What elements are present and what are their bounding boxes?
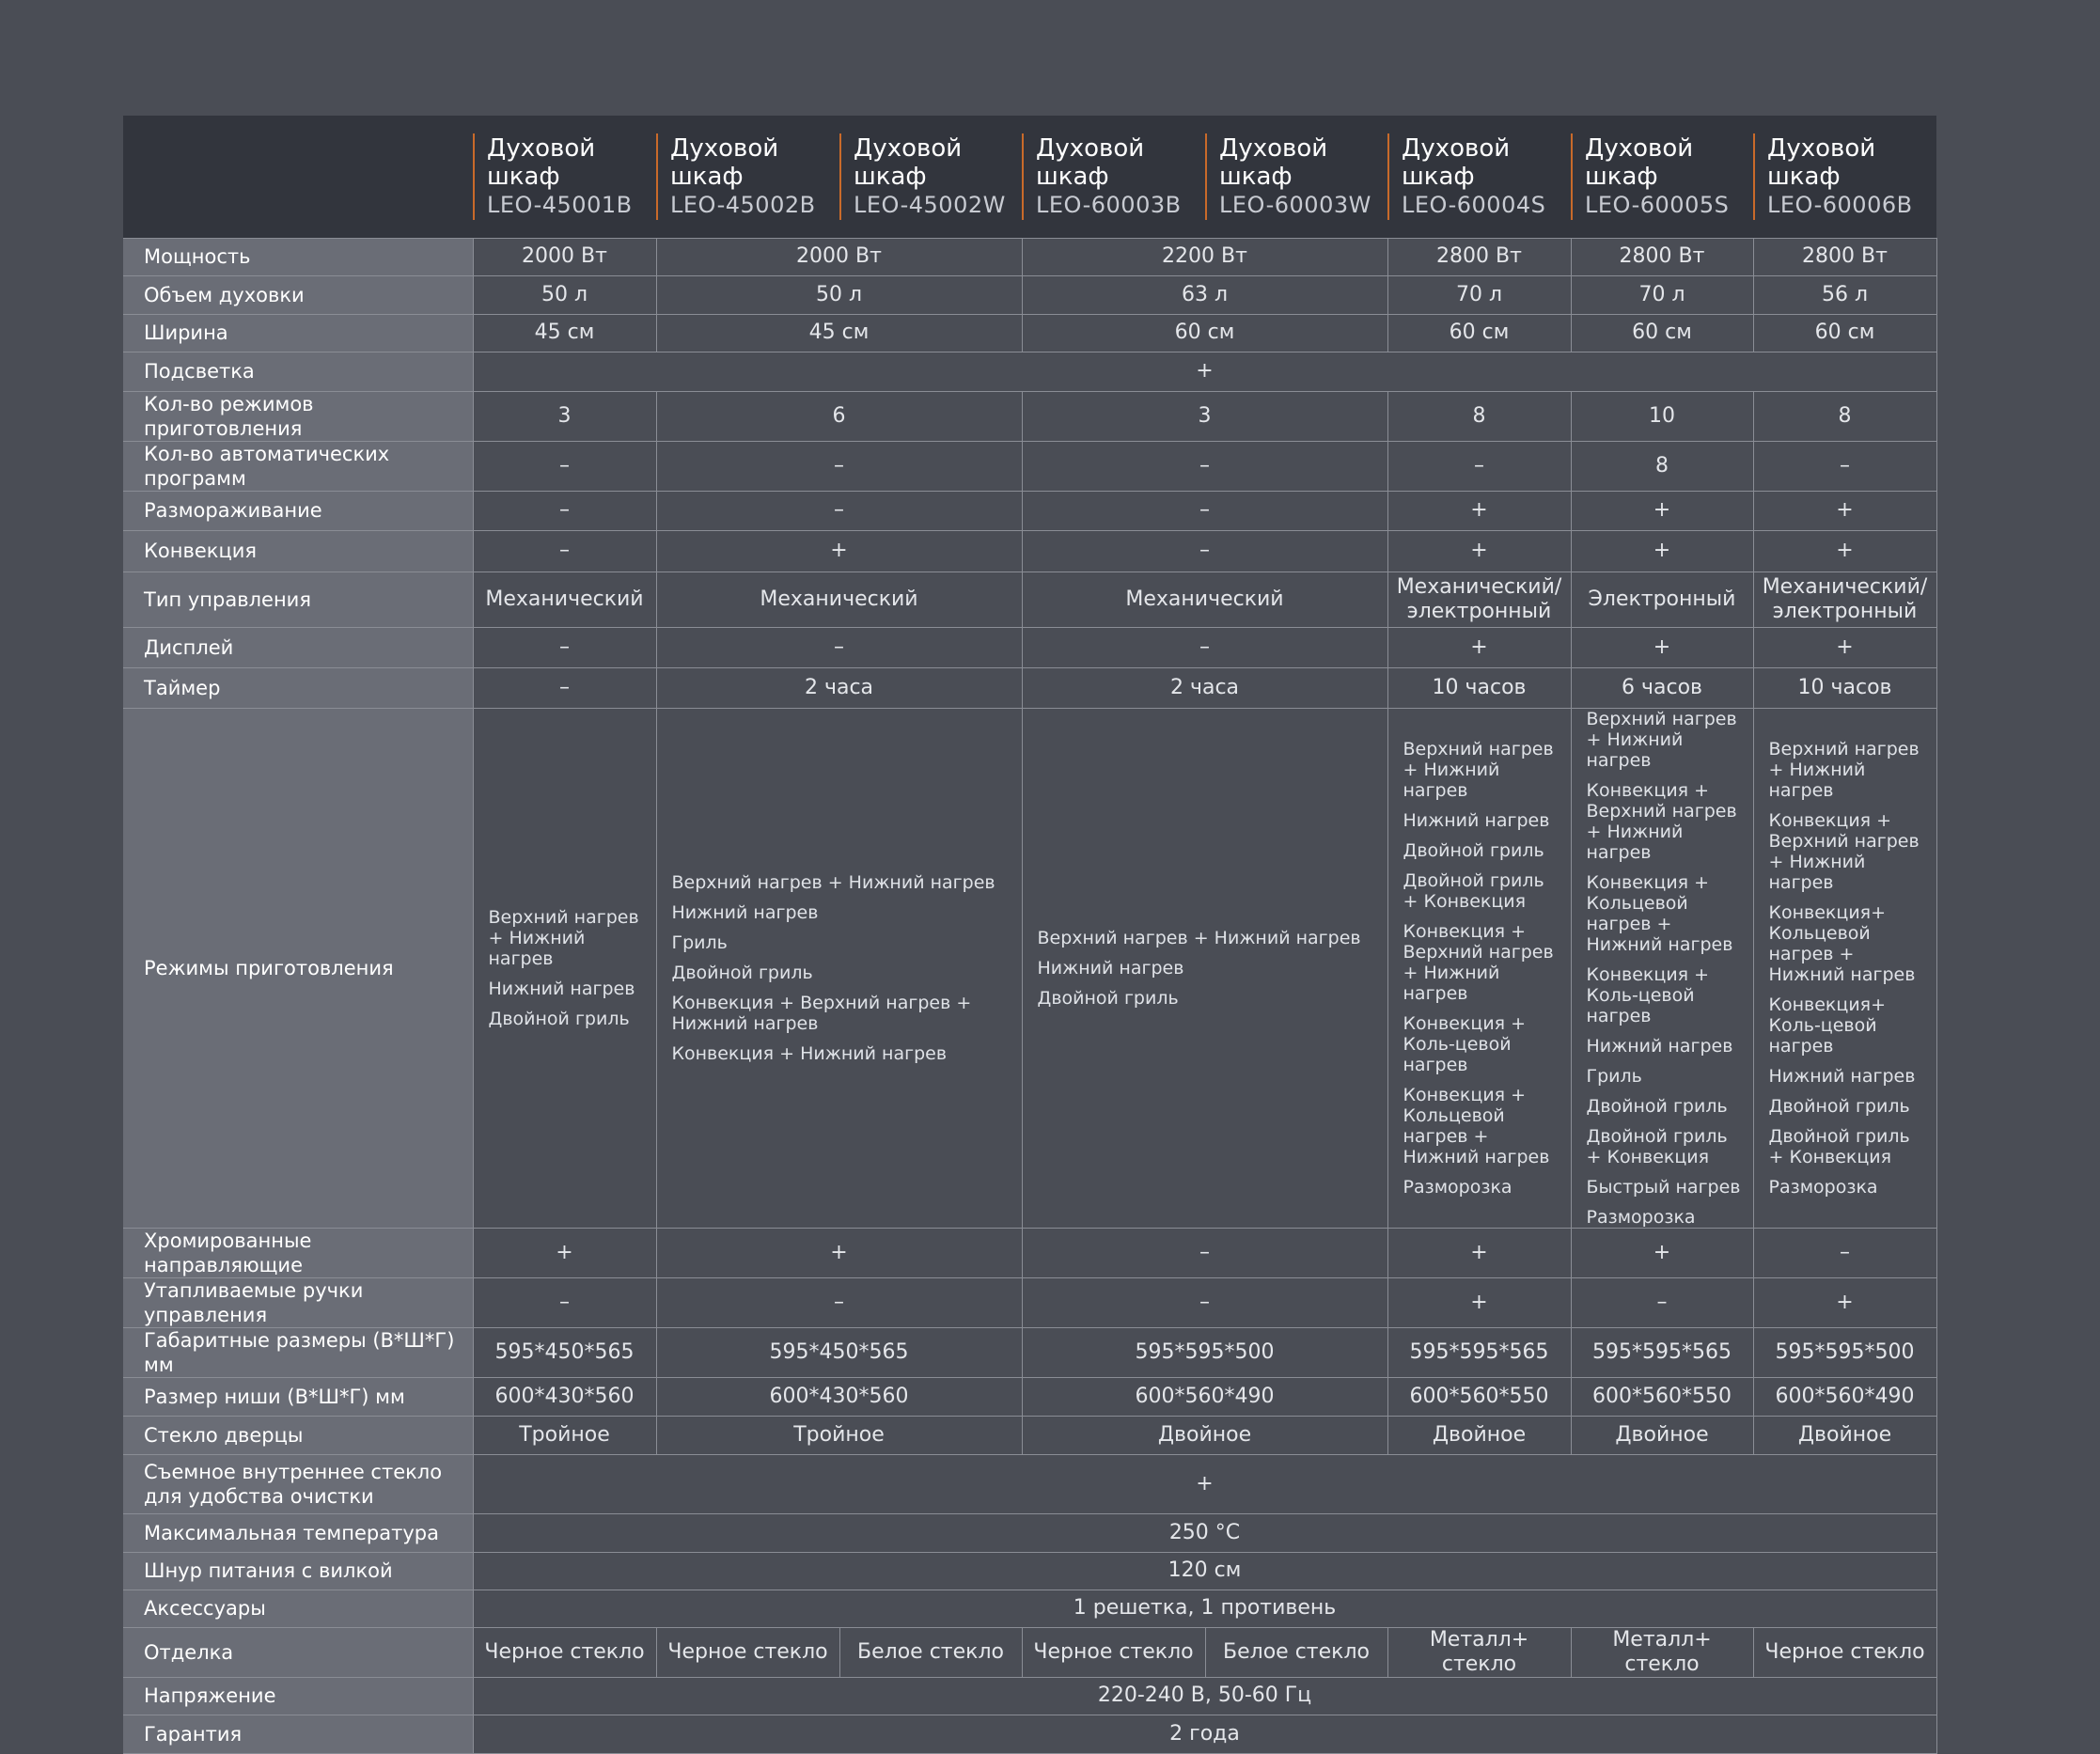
- model-header: [473, 116, 656, 238]
- mode-item: Конвекция + Верхний нагрев + Нижний нагрев: [671, 992, 972, 1034]
- cell-value: 250 °С: [473, 1513, 1936, 1552]
- model-code: LEO-60003B: [1036, 191, 1182, 218]
- cell-value: –: [1022, 1277, 1387, 1327]
- modes-list: [672, 872, 1012, 1064]
- model-title: Духовой шкаф: [1767, 133, 1876, 191]
- row-modes-count: [123, 391, 1936, 441]
- row-label: Размораживание: [123, 491, 473, 530]
- model-header: [1205, 116, 1387, 238]
- row-light: [123, 352, 1936, 391]
- model-header: [1387, 116, 1571, 238]
- model-title: Духовой шкаф: [1585, 133, 1694, 191]
- cell-value: Черное стекло: [473, 1627, 656, 1677]
- row-label: Режимы приготовления: [123, 708, 473, 1228]
- cell-value: Белое стекло: [839, 1627, 1022, 1677]
- cell-value: Электронный: [1571, 572, 1753, 627]
- mode-item: Двойной гриль: [1037, 987, 1179, 1009]
- cell-value: 2 года: [473, 1715, 1936, 1753]
- cell-value: 600*560*490: [1753, 1377, 1936, 1416]
- model-title: Духовой шкаф: [1036, 133, 1145, 191]
- cell-value: –: [473, 530, 656, 572]
- model-code: LEO-60006B: [1767, 191, 1913, 218]
- cell-value: –: [473, 441, 656, 491]
- cell-value: +: [1387, 491, 1571, 530]
- cell-value: +: [1571, 1228, 1753, 1277]
- cell-value: 50 л: [656, 275, 1022, 314]
- cell-value: 595*450*565: [656, 1327, 1022, 1377]
- mode-item: Двойной гриль + Конвекция: [1768, 1125, 1910, 1167]
- cell-value: 120 см: [473, 1552, 1936, 1590]
- header-separator: [656, 133, 658, 220]
- row-label: Отделка: [123, 1627, 473, 1677]
- header-separator: [1387, 133, 1389, 220]
- cell-value: 3: [473, 391, 656, 441]
- mode-item: Конвекция+ Коль-цевой нагрев: [1768, 994, 1887, 1057]
- mode-item: Разморозка: [1403, 1176, 1512, 1198]
- cell-value: 595*595*565: [1387, 1327, 1571, 1377]
- row-label: Утапливаемые ручки управления: [123, 1277, 473, 1327]
- header-separator: [839, 133, 841, 220]
- cell-value: 2000 Вт: [473, 238, 656, 275]
- cell-value: 56 л: [1753, 275, 1936, 314]
- mode-item: Двойной гриль + Конвекция: [1586, 1125, 1728, 1167]
- row-defrost: [123, 491, 1936, 530]
- row-voltage: [123, 1677, 1936, 1715]
- row-accessories: [123, 1590, 1936, 1627]
- cell-value: 10: [1571, 391, 1753, 441]
- cell-value: –: [1753, 1228, 1936, 1277]
- row-label: Подсветка: [123, 352, 473, 391]
- row-cord: [123, 1552, 1936, 1590]
- row-power: [123, 238, 1936, 275]
- mode-item: Нижний нагрев: [1768, 1065, 1916, 1087]
- cell-value: 2200 Вт: [1022, 238, 1387, 275]
- header-separator: [473, 133, 475, 220]
- row-label: Максимальная температура: [123, 1513, 473, 1552]
- cell-value: –: [1022, 491, 1387, 530]
- cell-value: 600*560*550: [1387, 1377, 1571, 1416]
- model-title: Духовой шкаф: [670, 133, 779, 191]
- cell-value: 600*430*560: [473, 1377, 656, 1416]
- row-volume: [123, 275, 1936, 314]
- cell-value: –: [1753, 441, 1936, 491]
- row-width: [123, 314, 1936, 352]
- row-label: Съемное внутреннее стекло для удобства очистки: [123, 1454, 473, 1513]
- mode-item: Верхний нагрев + Нижний нагрев: [671, 871, 995, 893]
- row-auto-programs: [123, 441, 1936, 491]
- cell-value: 2 часа: [656, 667, 1022, 708]
- row-label: Напряжение: [123, 1677, 473, 1715]
- mode-item: Нижний нагрев: [671, 901, 819, 923]
- cell-value: –: [473, 1277, 656, 1327]
- modes-cell: [473, 708, 656, 1228]
- mode-item: Гриль: [1586, 1065, 1642, 1087]
- row-convection: [123, 530, 1936, 572]
- modes-list: [1769, 739, 1927, 1198]
- row-door-glass: [123, 1416, 1936, 1454]
- mode-item: Верхний нагрев + Нижний нагрев: [1768, 738, 1920, 801]
- mode-item: Двойной гриль: [488, 1008, 630, 1029]
- model-header: [1753, 116, 1936, 238]
- cell-value: –: [1022, 1228, 1387, 1277]
- cell-value: 595*595*500: [1022, 1327, 1387, 1377]
- cell-value: –: [656, 627, 1022, 667]
- modes-list: [1587, 709, 1744, 1228]
- row-warranty: [123, 1715, 1936, 1753]
- cell-value: Механический: [656, 572, 1022, 627]
- cell-value: Металл+ стекло: [1387, 1627, 1571, 1677]
- mode-item: Конвекция + Верхний нагрев + Нижний нагрев: [1403, 920, 1554, 1004]
- row-label: Аксессуары: [123, 1590, 473, 1627]
- header-separator: [1205, 133, 1207, 220]
- cell-value: 60 см: [1571, 314, 1753, 352]
- mode-item: Конвекция + Кольцевой нагрев + Нижний нагрев: [1403, 1084, 1550, 1167]
- mode-item: Конвекция + Коль-цевой нагрев: [1403, 1012, 1527, 1075]
- cell-value: Механический/ электронный: [1387, 572, 1571, 627]
- row-label: Тип управления: [123, 572, 473, 627]
- mode-item: Разморозка: [1768, 1176, 1878, 1198]
- model-header: [656, 116, 839, 238]
- model-title: Духовой шкаф: [1219, 133, 1328, 191]
- cell-value: 8: [1753, 391, 1936, 441]
- mode-item: Конвекция + Верхний нагрев + Нижний нагрев: [1586, 779, 1737, 863]
- cell-value: 60 см: [1022, 314, 1387, 352]
- cell-value: 45 см: [473, 314, 656, 352]
- cell-value: Механический: [473, 572, 656, 627]
- row-label: Объем духовки: [123, 275, 473, 314]
- cell-value: Белое стекло: [1205, 1627, 1387, 1677]
- cell-value: –: [656, 491, 1022, 530]
- mode-item: Нижний нагрев: [1586, 1035, 1733, 1057]
- cell-value: Черное стекло: [1753, 1627, 1936, 1677]
- row-control-type: [123, 572, 1936, 627]
- header-separator: [1753, 133, 1755, 220]
- row-label: Размер ниши (В*Ш*Г) мм: [123, 1377, 473, 1416]
- header-corner: [123, 116, 473, 238]
- mode-item: Двойной гриль: [671, 962, 813, 983]
- mode-item: Быстрый нагрев: [1586, 1176, 1741, 1198]
- modes-cell: [1387, 708, 1571, 1228]
- cell-value: 60 см: [1753, 314, 1936, 352]
- model-code: LEO-60003W: [1219, 191, 1371, 218]
- cell-value: Двойное: [1753, 1416, 1936, 1454]
- cell-value: Тройное: [656, 1416, 1022, 1454]
- cell-value: 10 часов: [1753, 667, 1936, 708]
- mode-item: Разморозка: [1586, 1206, 1696, 1228]
- mode-item: Конвекция + Коль-цевой нагрев: [1586, 963, 1710, 1026]
- row-finish: [123, 1627, 1936, 1677]
- cell-value: 60 см: [1387, 314, 1571, 352]
- cell-value: Черное стекло: [656, 1627, 839, 1677]
- row-label: Кол-во режимов приготовления: [123, 391, 473, 441]
- cell-value: Двойное: [1022, 1416, 1387, 1454]
- modes-list: [1403, 739, 1561, 1198]
- mode-item: Двойной гриль: [1768, 1095, 1910, 1117]
- cell-value: Двойное: [1387, 1416, 1571, 1454]
- cell-value: Металл+ стекло: [1571, 1627, 1753, 1677]
- mode-item: Нижний нагрев: [1037, 957, 1184, 979]
- cell-value: –: [1387, 441, 1571, 491]
- row-dimensions: [123, 1327, 1936, 1377]
- cell-value: +: [1571, 491, 1753, 530]
- cell-value: +: [656, 530, 1022, 572]
- cell-value: 70 л: [1387, 275, 1571, 314]
- model-header: [1022, 116, 1205, 238]
- row-chrome-guides: [123, 1228, 1936, 1277]
- row-label: Ширина: [123, 314, 473, 352]
- modes-list: [489, 907, 647, 1029]
- mode-item: Конвекция + Нижний нагрев: [671, 1042, 948, 1064]
- row-niche: [123, 1377, 1936, 1416]
- row-label: Хромированные направляющие: [123, 1228, 473, 1277]
- cell-value: +: [473, 1228, 656, 1277]
- cell-value: +: [1753, 627, 1936, 667]
- cell-value: –: [473, 491, 656, 530]
- cell-value: +: [473, 1454, 1936, 1513]
- oven-spec-table: [123, 116, 1937, 1754]
- cell-value: +: [656, 1228, 1022, 1277]
- row-label: Кол-во автоматических программ: [123, 441, 473, 491]
- cell-value: –: [1022, 627, 1387, 667]
- mode-item: Верхний нагрев + Нижний нагрев: [1586, 708, 1737, 771]
- cell-value: 2800 Вт: [1753, 238, 1936, 275]
- mode-item: Верхний нагрев + Нижний нагрев: [488, 906, 639, 969]
- mode-item: Конвекция + Верхний нагрев + Нижний нагрев: [1768, 809, 1920, 893]
- mode-item: Двойной гриль: [1586, 1095, 1728, 1117]
- cell-value: 595*450*565: [473, 1327, 656, 1377]
- cell-value: 600*560*490: [1022, 1377, 1387, 1416]
- cell-value: –: [1571, 1277, 1753, 1327]
- row-cooking-modes: [123, 708, 1936, 1228]
- cell-value: 45 см: [656, 314, 1022, 352]
- cell-value: 2 часа: [1022, 667, 1387, 708]
- mode-item: Двойной гриль: [1403, 839, 1544, 861]
- cell-value: Механический/ электронный: [1753, 572, 1936, 627]
- row-label: Гарантия: [123, 1715, 473, 1753]
- cell-value: 70 л: [1571, 275, 1753, 314]
- cell-value: –: [473, 667, 656, 708]
- cell-value: –: [1022, 530, 1387, 572]
- mode-item: Верхний нагрев + Нижний нагрев: [1037, 927, 1361, 948]
- cell-value: Черное стекло: [1022, 1627, 1205, 1677]
- model-code: LEO-45002W: [854, 191, 1006, 218]
- mode-item: Двойной гриль + Конвекция: [1403, 869, 1544, 912]
- header-separator: [1022, 133, 1024, 220]
- row-label: Дисплей: [123, 627, 473, 667]
- cell-value: +: [1753, 530, 1936, 572]
- mode-item: Конвекция + Кольцевой нагрев + Нижний нагрев: [1586, 871, 1733, 955]
- cell-value: –: [473, 627, 656, 667]
- row-label: Габаритные размеры (В*Ш*Г) мм: [123, 1327, 473, 1377]
- model-title: Духовой шкаф: [854, 133, 963, 191]
- modes-cell: [1022, 708, 1387, 1228]
- cell-value: 2000 Вт: [656, 238, 1022, 275]
- mode-item: Конвекция+ Кольцевой нагрев + Нижний нагрев: [1768, 901, 1916, 985]
- cell-value: Двойное: [1571, 1416, 1753, 1454]
- row-display: [123, 627, 1936, 667]
- cell-value: +: [1387, 1228, 1571, 1277]
- mode-item: Гриль: [671, 932, 728, 953]
- model-code: LEO-45001B: [487, 191, 633, 218]
- row-label: Шнур питания с вилкой: [123, 1552, 473, 1590]
- cell-value: 10 часов: [1387, 667, 1571, 708]
- cell-value: +: [1387, 530, 1571, 572]
- modes-cell: [656, 708, 1022, 1228]
- model-code: LEO-60005S: [1585, 191, 1730, 218]
- cell-value: 600*430*560: [656, 1377, 1022, 1416]
- row-recessed-knobs: [123, 1277, 1936, 1327]
- cell-value: +: [1571, 627, 1753, 667]
- cell-value: +: [1387, 627, 1571, 667]
- cell-value: +: [1571, 530, 1753, 572]
- cell-value: 6: [656, 391, 1022, 441]
- model-header: [839, 116, 1022, 238]
- cell-value: 8: [1571, 441, 1753, 491]
- cell-value: –: [1022, 441, 1387, 491]
- modes-list: [1038, 928, 1378, 1009]
- row-timer: [123, 667, 1936, 708]
- cell-value: +: [1387, 1277, 1571, 1327]
- cell-value: +: [1753, 491, 1936, 530]
- row-label: Стекло дверцы: [123, 1416, 473, 1454]
- modes-cell: [1571, 708, 1753, 1228]
- cell-value: –: [656, 441, 1022, 491]
- model-code: LEO-45002B: [670, 191, 816, 218]
- cell-value: 600*560*550: [1571, 1377, 1753, 1416]
- model-header-row: [123, 116, 1936, 238]
- mode-item: Нижний нагрев: [488, 978, 635, 999]
- cell-value: 595*595*565: [1571, 1327, 1753, 1377]
- cell-value: 595*595*500: [1753, 1327, 1936, 1377]
- cell-value: –: [656, 1277, 1022, 1327]
- model-code: LEO-60004S: [1402, 191, 1546, 218]
- cell-value: 1 решетка, 1 противень: [473, 1590, 1936, 1627]
- header-separator: [1571, 133, 1573, 220]
- modes-cell: [1753, 708, 1936, 1228]
- mode-item: Верхний нагрев + Нижний нагрев: [1403, 738, 1554, 801]
- cell-value: 3: [1022, 391, 1387, 441]
- cell-value: +: [473, 352, 1936, 391]
- cell-value: 220-240 В, 50-60 Гц: [473, 1677, 1936, 1715]
- cell-value: 50 л: [473, 275, 656, 314]
- cell-value: 6 часов: [1571, 667, 1753, 708]
- row-label: Мощность: [123, 238, 473, 275]
- cell-value: 8: [1387, 391, 1571, 441]
- row-label: Таймер: [123, 667, 473, 708]
- cell-value: +: [1753, 1277, 1936, 1327]
- row-label: Конвекция: [123, 530, 473, 572]
- row-removable-glass: [123, 1454, 1936, 1513]
- cell-value: 2800 Вт: [1387, 238, 1571, 275]
- cell-value: 2800 Вт: [1571, 238, 1753, 275]
- row-max-temp: [123, 1513, 1936, 1552]
- cell-value: Тройное: [473, 1416, 656, 1454]
- cell-value: 63 л: [1022, 275, 1387, 314]
- model-header: [1571, 116, 1753, 238]
- model-title: Духовой шкаф: [1402, 133, 1511, 191]
- cell-value: Механический: [1022, 572, 1387, 627]
- mode-item: Нижний нагрев: [1403, 809, 1550, 831]
- model-title: Духовой шкаф: [487, 133, 596, 191]
